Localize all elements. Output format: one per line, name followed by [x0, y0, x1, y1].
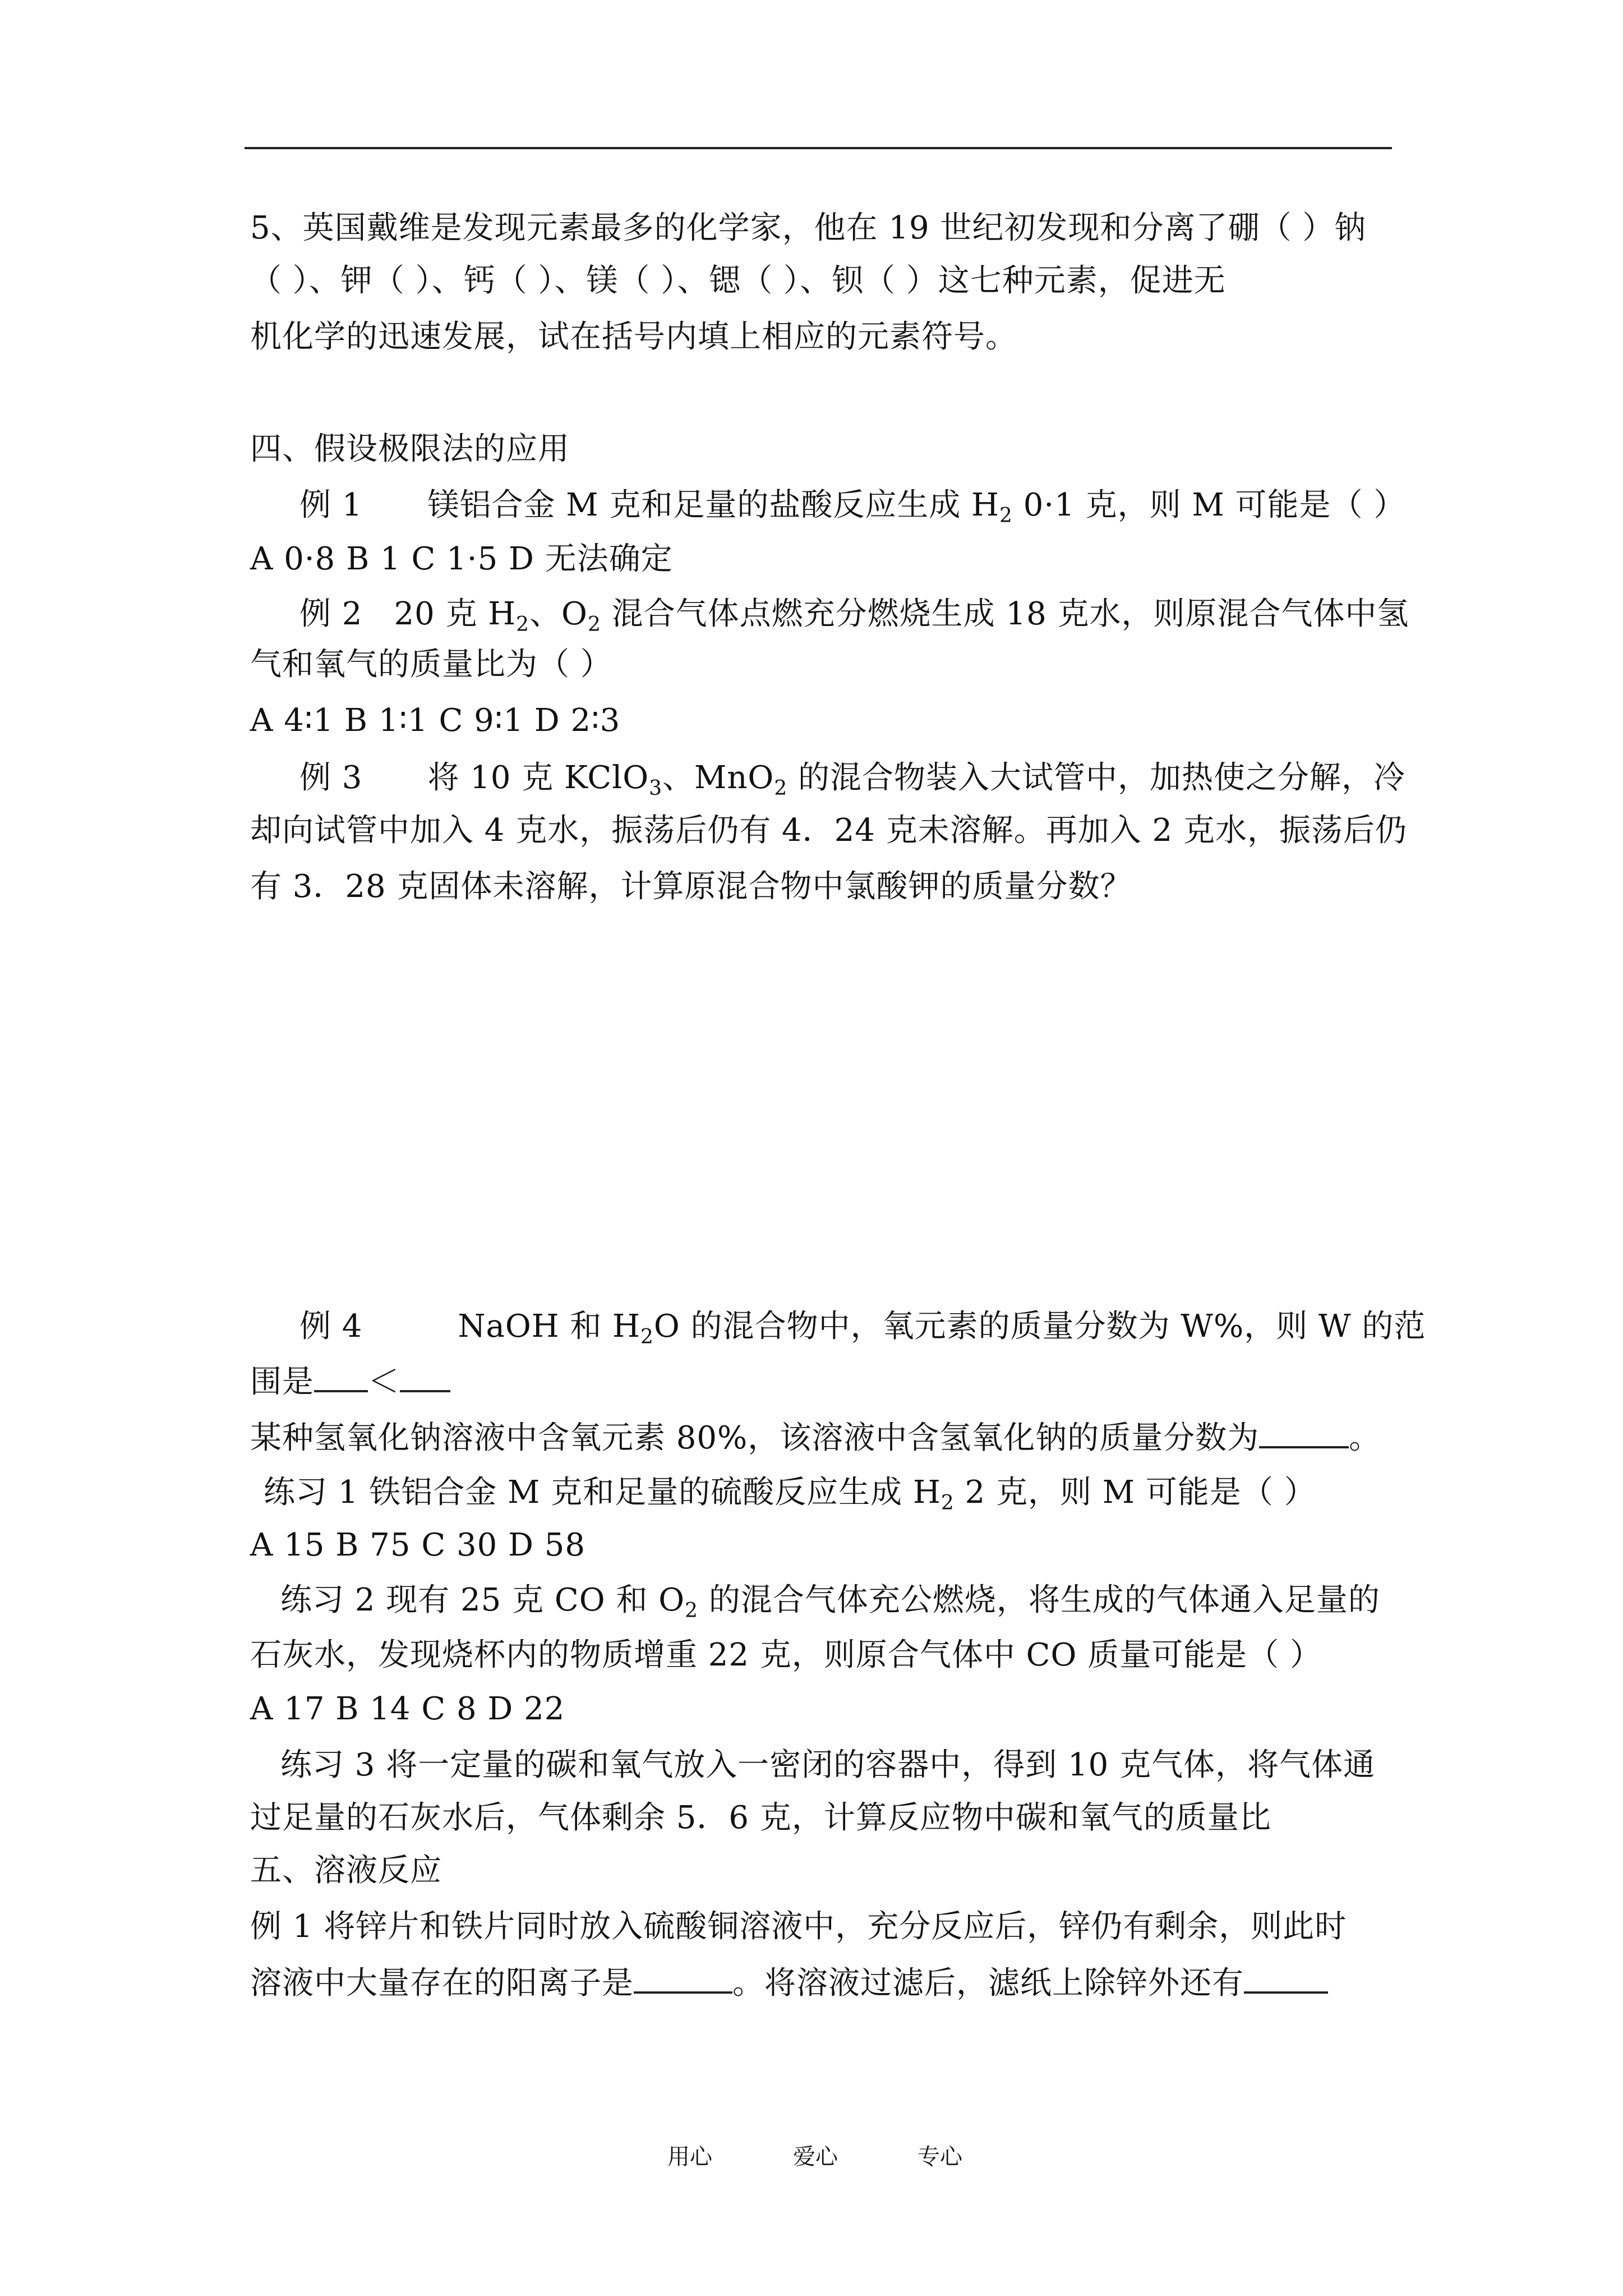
example-4-line-3 [250, 1416, 1381, 1458]
example-2-label: 例 2 [299, 596, 363, 632]
section-5-example-1-line-1: 例 1 将锌片和铁片同时放入硫酸铜溶液中，充分反应后，锌仍有剩余，则此时 [250, 1908, 1347, 1945]
example-4-text-a: NaOH 和 H [458, 1308, 641, 1345]
answer-blank[interactable] [314, 1360, 368, 1392]
example-3-text-c: 的混合物装入大试管中，加热使之分解，冷 [787, 760, 1406, 796]
practice-1-sub: 2 [940, 1492, 955, 1515]
example-4-text-b: O 的混合物中，氧元素的质量分数为 W%，则 W 的范 [653, 1308, 1426, 1345]
example-3-text-b: 、MnO [662, 760, 774, 796]
example-4-line-2-text: 围是 [250, 1364, 314, 1400]
footer-text-3: 专心 [917, 2144, 962, 2170]
example-2 [299, 595, 1409, 637]
practice-1-text-a: 练习 1 铁铝合金 M 克和足量的硫酸反应生成 H [264, 1474, 941, 1511]
example-2-text-a: 20 克 H [394, 596, 517, 632]
answer-blank[interactable] [634, 1961, 732, 1994]
example-3-line-3: 有 3．28 克固体未溶解，计算原混合物中氯酸钾的质量分数？ [250, 868, 1132, 905]
example-3-sub-1: 3 [649, 777, 663, 800]
practice-3-line-1: 练习 3 将一定量的碳和氧气放入一密闭的容器中，得到 10 克气体，将气体通 [280, 1747, 1376, 1783]
practice-2-text-b: 的混合气体充公燃烧，将生成的气体通入足量的 [698, 1582, 1380, 1618]
q5-line-2: （ ）、钾（ ）、钙（ ）、镁（ ）、锶（ ）、钡（ ）这七种元素，促进无 [250, 263, 1226, 299]
example-4-label: 例 4 [299, 1308, 363, 1345]
practice-1-options: A 15 B 75 C 30 D 58 [250, 1527, 585, 1563]
example-4-line-3-end: 。 [1349, 1420, 1381, 1456]
example-1-sub: 2 [999, 504, 1013, 528]
practice-2-sub: 2 [685, 1599, 699, 1623]
example-3-text-a: 将 10 克 KClO [427, 760, 649, 796]
example-4-line-2 [250, 1360, 450, 1402]
example-1-options: A 0·8 B 1 C 1·5 D 无法确定 [250, 541, 673, 577]
practice-2-text-a: 练习 2 现有 25 克 CO 和 O [280, 1582, 685, 1618]
example-4-line-3-text: 某种氢氧化钠溶液中含氧元素 80%，该溶液中含氢氧化钠的质量分数为 [250, 1420, 1260, 1456]
footer-text-1: 用心 [667, 2144, 712, 2170]
example-4-less-than: ＜ [368, 1364, 400, 1400]
example-1-label: 例 1 [299, 487, 363, 523]
answer-blank[interactable] [400, 1360, 450, 1392]
section-5-example-1-text-b: 。将溶液过滤后，滤纸上除锌外还有 [732, 1965, 1244, 2001]
example-1-text-a: 镁铝合金 M 克和足量的盐酸反应生成 H [427, 487, 1000, 523]
example-2-sub-1: 2 [516, 613, 530, 637]
example-2-options: A 4∶1 B 1∶1 C 9∶1 D 2∶3 [250, 702, 621, 739]
example-2-sub-2: 2 [587, 613, 601, 637]
section-5-title: 五、溶液反应 [250, 1852, 442, 1889]
example-1 [299, 486, 1406, 528]
answer-blank[interactable] [1259, 1416, 1349, 1448]
example-2-line-2: 气和氧气的质量比为（ ） [250, 646, 612, 683]
section-5-example-1-text-a: 溶液中大量存在的阳离子是 [250, 1965, 634, 2001]
practice-1-text-b: 2 克，则 M 可能是（ ） [954, 1474, 1316, 1511]
example-2-text-c: 混合气体点燃充分燃烧生成 18 克水，则原混合气体中氢 [601, 596, 1409, 632]
example-4 [299, 1307, 1426, 1349]
practice-2-options: A 17 B 14 C 8 D 22 [250, 1691, 565, 1727]
example-4-sub: 2 [640, 1326, 654, 1349]
example-3-line-2: 却向试管中加入 4 克水，振荡后仍有 4．24 克未溶解。再加入 2 克水，振荡后仍 [250, 812, 1407, 849]
answer-blank[interactable] [1244, 1961, 1328, 1994]
section-4-title: 四、假设极限法的应用 [250, 431, 570, 467]
practice-2-line-2: 石灰水，发现烧杯内的物质增重 22 克，则原合气体中 CO 质量可能是（ ） [250, 1637, 1322, 1673]
practice-2 [280, 1581, 1380, 1623]
example-2-text-b: 、O [529, 596, 588, 632]
example-3 [299, 758, 1405, 798]
example-1-text-b: 0·1 克，则 M 可能是（ ） [1012, 487, 1406, 523]
example-3-label: 例 3 [299, 760, 363, 796]
q5-line-1: 5、英国戴维是发现元素最多的化学家，他在 19 世纪初发现和分离了硼（ ）钠 [250, 210, 1367, 246]
header-rule [245, 147, 1392, 149]
footer-text-2: 爱心 [793, 2144, 838, 2170]
practice-1 [264, 1473, 1316, 1515]
example-3-sub-2: 2 [774, 777, 788, 800]
practice-3-line-2: 过足量的石灰水后，气体剩余 5．6 克，计算反应物中碳和氧气的质量比 [250, 1800, 1271, 1836]
section-5-example-1-line-2 [250, 1961, 1328, 2003]
q5-line-3: 机化学的迅速发展，试在括号内填上相应的元素符号。 [250, 319, 1017, 355]
